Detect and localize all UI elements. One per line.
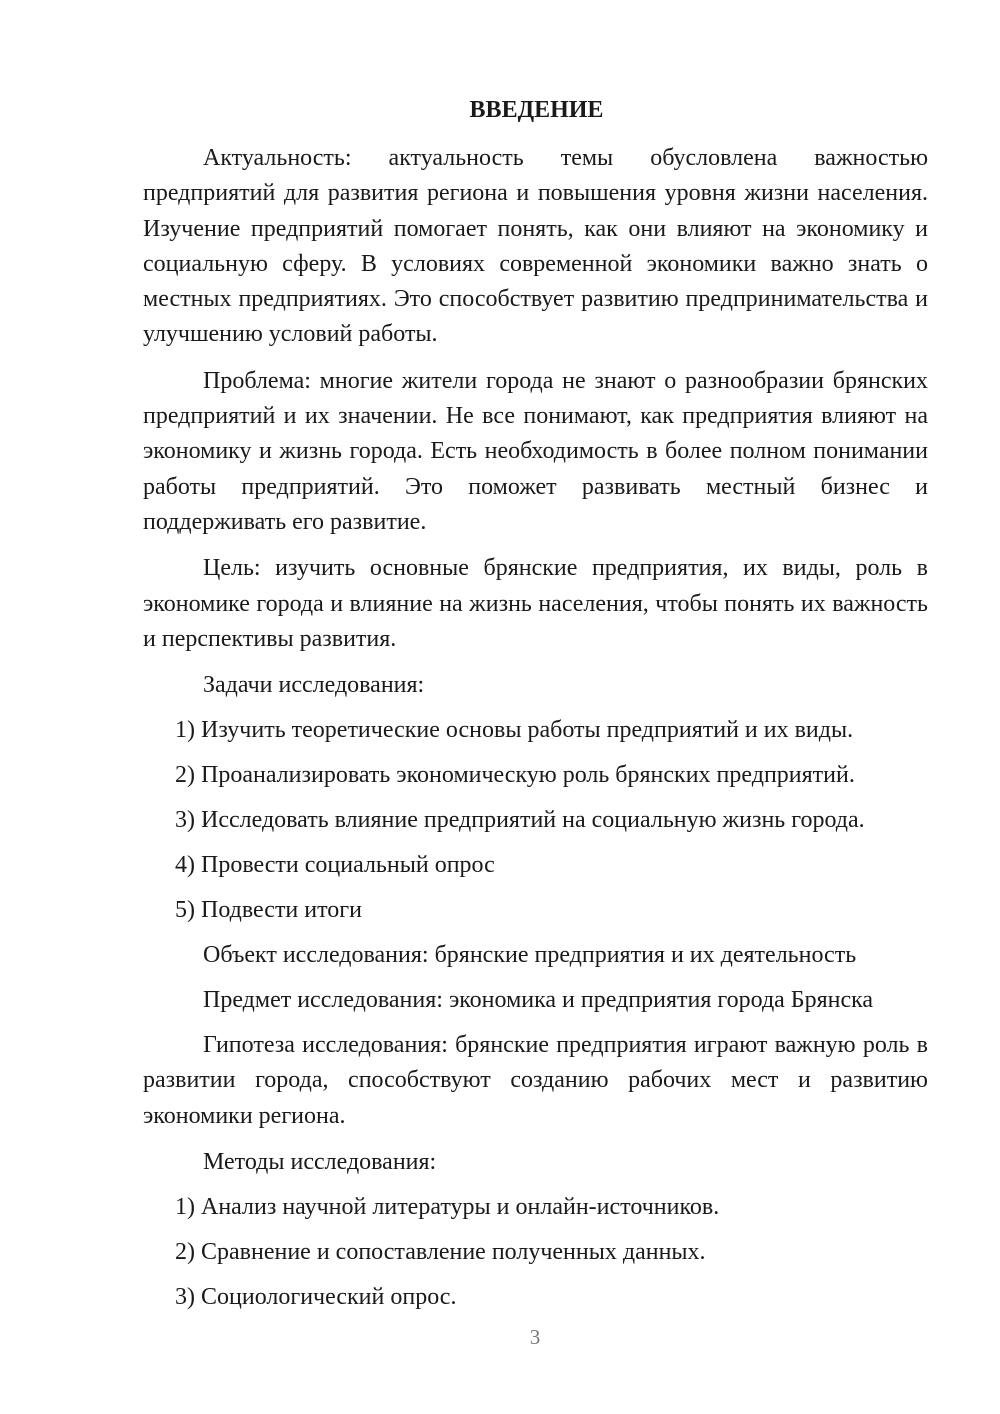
tasks-heading: Задачи исследования: <box>203 672 425 699</box>
hypothesis-paragraph: Гипотеза исследования: брянские предприятия играют важную роль в развитии города, способствуют созданию рабочих мест и развитию экономики региона. <box>143 1032 928 1129</box>
problem-paragraph: Проблема: многие жители города не знают о разнообразии брянских предприятий и их значении. Не все понимают, как предприятия влияют на экономику и жизнь города. Есть необходимость в более полном понимании работы предприятий. Это поможет развивать местный бизнес и поддерживать его развитие. <box>143 367 928 535</box>
research-object: Объект исследования: брянские предприятия и их деятельность <box>203 942 857 969</box>
task-item-5: 5) Подвести итоги <box>175 897 362 924</box>
page-content <box>143 93 928 1325</box>
task-item-1: 1) Изучить теоретические основы работы предприятий и их виды. <box>175 717 854 744</box>
method-item-1: 1) Анализ научной литературы и онлайн-источников. <box>175 1194 720 1221</box>
page-title: ВВЕДЕНИЕ <box>469 97 604 123</box>
task-item-2: 2) Проанализировать экономическую роль брянских предприятий. <box>175 762 855 789</box>
method-item-2: 2) Сравнение и сопоставление полученных данных. <box>175 1239 706 1266</box>
page-number: 3 <box>529 1325 541 1349</box>
method-item-3: 3) Социологический опрос. <box>175 1284 457 1311</box>
task-item-4: 4) Провести социальный опрос <box>175 852 495 879</box>
methods-heading: Методы исследования: <box>203 1149 437 1176</box>
research-subject: Предмет исследования: экономика и предприятия города Брянска <box>203 987 874 1014</box>
task-item-3: 3) Исследовать влияние предприятий на социальную жизнь города. <box>175 807 865 834</box>
relevance-paragraph: Актуальность: актуальность темы обусловлена важностью предприятий для развития региона и повышения уровня жизни населения. Изучение предприятий помогает понять, как они влияют на экономику и социальную сферу. В условиях современной экономики важно знать о местных предприятиях. Это способствует развитию предпринимательства и улучшению условий работы. <box>143 145 928 348</box>
goal-paragraph: Цель: изучить основные брянские предприятия, их виды, роль в экономике города и влияние на жизнь населения, чтобы понять их важность и перспективы развития. <box>143 555 928 652</box>
